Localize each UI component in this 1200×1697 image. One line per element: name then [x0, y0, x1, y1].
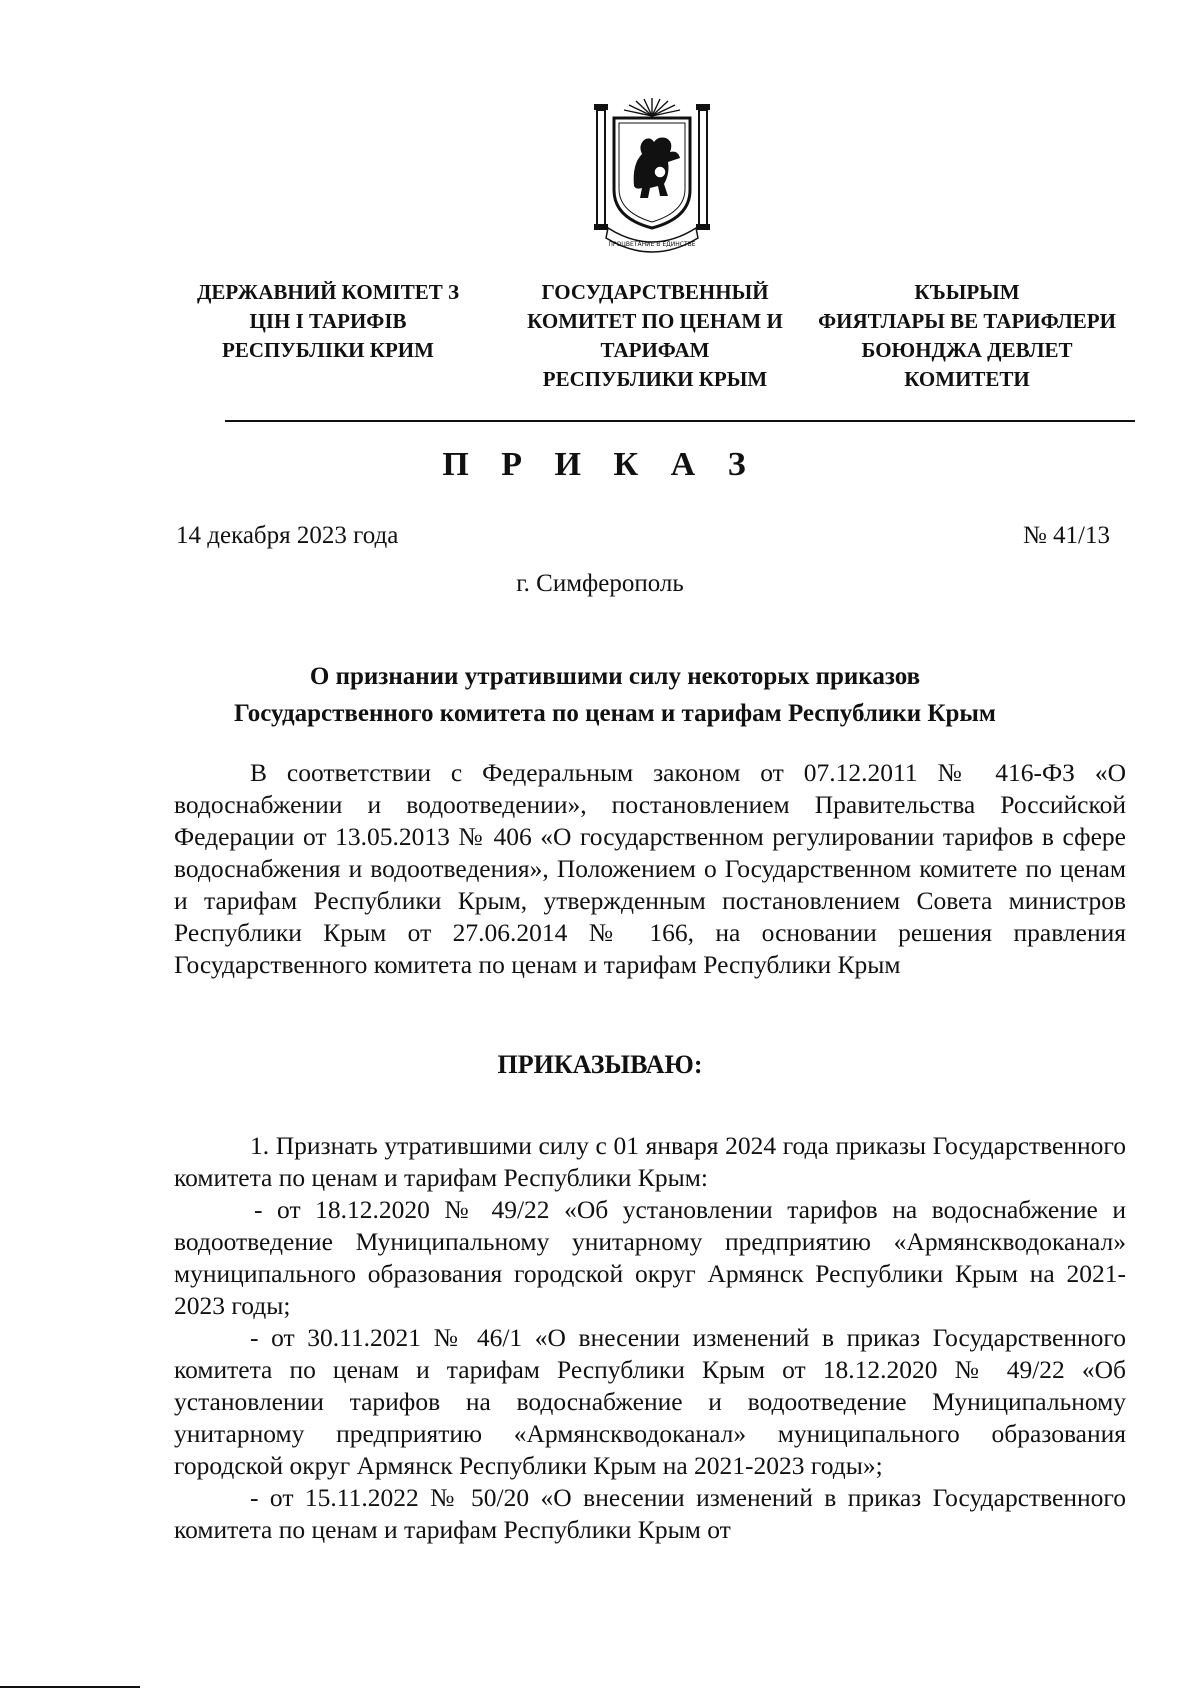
- emblem-motto: ПРОЦВЕТАНИЕ В ЕДИНСТВЕ: [608, 241, 696, 248]
- order-items: [174, 1130, 1126, 1546]
- order-heading: ПРИКАЗЫВАЮ:: [497, 1050, 703, 1079]
- document-number: № 41/13: [1022, 522, 1110, 549]
- subject-line: Государственного комитета по ценам и тарифам Республики Крым: [234, 700, 996, 727]
- header-right-line: КОМИТЕТИ: [904, 367, 1030, 391]
- header-divider: [225, 420, 1135, 422]
- preamble-paragraph: В соответствии с Федеральным законом от 07.12.2011 № 416-ФЗ «О водоснабжении и водоотведении», постановлением Правительства Российской Федерации от 13.05.2013 № 406 «О государственном регулировании тарифов в сфере водоснабжения и водоотведения», Положением о Государственном комитете по ценам и тарифам Республики Крым, утвержденным постановлением Совета министров Республики Крым от 27.06.2014 № 166, на основании решения правления Государственного комитета по ценам и тарифам Республики Крым: [174, 758, 1126, 979]
- header-crimean-tatar: [817, 278, 1117, 394]
- subject-line: О признании утратившими силу некоторых приказов: [309, 663, 921, 690]
- order-subitem: - от 30.11.2021 № 46/1 «О внесении изменений в приказ Государственного комитета по ценам и тарифам Республики Крым от 18.12.2020 № 49/22 «Об установлении тарифов на водоснабжение и водоотведение Муниципальному унитарному предприятию «Армянскводоканал» муниципального образования городской округ Армянск Республики Крым на 2021-2023 годы»;: [174, 1323, 1126, 1480]
- document-date: 14 декабря 2023 года: [176, 522, 399, 549]
- document-city: г. Симферополь: [516, 570, 684, 597]
- header-mid-line: ТАРИФАМ: [600, 338, 710, 362]
- header-left-line: ДЕРЖАВНИЙ КОМІТЕТ З: [196, 280, 460, 304]
- header-mid-line: КОМИТЕТ ПО ЦЕНАМ И: [527, 309, 783, 333]
- header-russian: [505, 278, 805, 394]
- coat-of-arms-icon: [588, 94, 716, 262]
- header-right-line: БОЮНДЖА ДЕВЛЕТ: [861, 338, 1073, 362]
- header-mid-line: ГОСУДАРСТВЕННЫЙ: [541, 280, 769, 304]
- footer-divider: [0, 1686, 140, 1688]
- document-subject: [150, 658, 1080, 732]
- order-subitem: - от 15.11.2022 № 50/20 «О внесении изменений в приказ Государственного комитета по ценам и тарифам Республики Крым от: [174, 1483, 1126, 1544]
- order-subitem: - от 18.12.2020 № 49/22 «Об установлении тарифов на водоснабжение и водоотведение Муниципальному унитарному предприятию «Армянскводоканал» муниципального образования городской округ Армянск Республики Крым на 2021-2023 годы;: [174, 1195, 1126, 1320]
- header-ukrainian: [178, 278, 478, 365]
- document-title: П Р И К А З: [442, 446, 758, 483]
- header-right-line: ФИЯТЛАРЫ ВЕ ТАРИФЛЕРИ: [818, 309, 1116, 333]
- header-right-line: КЪЫРЫМ: [914, 280, 1020, 304]
- header-left-line: ЦІН І ТАРИФІВ: [249, 309, 407, 333]
- header-mid-line: РЕСПУБЛИКИ КРЫМ: [542, 367, 768, 391]
- order-item: 1. Признать утратившими силу с 01 января 2024 года приказы Государственного комитета по ценам и тарифам Республики Крым:: [174, 1131, 1126, 1192]
- header-left-line: РЕСПУБЛІКИ КРИМ: [222, 338, 434, 362]
